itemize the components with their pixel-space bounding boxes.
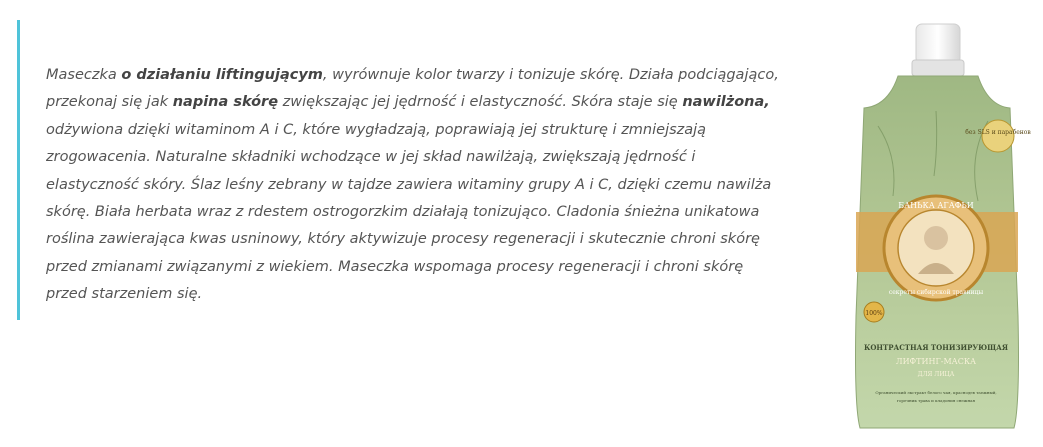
- portrait-head: [924, 226, 948, 250]
- description-bold-firming: napina skórę: [172, 94, 279, 111]
- brand-tagline: секреты сибирской травницы: [888, 289, 984, 296]
- description-bold-lifting: o działaniu liftingującym: [121, 67, 323, 83]
- product-description: [46, 62, 786, 309]
- side-badge-text: без SLS и парабенов: [965, 129, 1031, 136]
- cap-ring: [912, 60, 964, 76]
- description-bold-moisturized: nawilżona,: [682, 94, 770, 111]
- quote-accent-bar: [17, 20, 20, 320]
- product-pouch-illustration: [838, 16, 1034, 442]
- ingredients-line1: Органический экстракт белого чая, краснодев таежный,: [875, 390, 997, 395]
- product-name-line2: ЛИФТИНГ-МАСКА: [895, 357, 977, 366]
- product-image: [838, 16, 1034, 442]
- product-name-line1: КОНТРАСТНАЯ ТОНИЗИРУЮЩАЯ: [863, 343, 1009, 352]
- description-text: , wyrównuje kolor twarzy i tonizuje skórę. Działa podciągająco, przekonaj się jak: [46, 67, 779, 111]
- product-name-line3: ДЛЯ ЛИЦА: [917, 371, 955, 378]
- description-text: Maseczka: [46, 67, 122, 83]
- description-text: zwiększając jej jędrność i elastyczność. Skóra staje się: [278, 94, 683, 111]
- percent-badge-text: 100%: [865, 310, 883, 317]
- side-badge: [982, 120, 1014, 152]
- cap-shape: [916, 24, 960, 64]
- ingredients-line2: горечник трава и кладония снежная: [896, 398, 976, 403]
- description-text: odżywiona dzięki witaminom A i C, które wygładzają, poprawiają jej strukturę i zmniejszają zrogowacenia. Naturalne składniki wchodzące w jej skład nawilżają, zwiększają jędrność i elastyczność skóry. Ślaz leśny zebrany w tajdze zawiera witaminy grupy A i C, dzięki czemu nawilża skórę. Biała herbata wraz z rdestem ostrogorzkim działają tonizująco. Cladonia śnieżna unikatowa roślina zawierająca kwas usninowy, który aktywizuje procesy regeneracji i skutecznie chroni skórę przed zmianami związanymi z wiekiem. Maseczka wspomaga procesy regeneracji i chroni skórę przed starzeniem się.: [46, 121, 772, 303]
- brand-name: БАНЬКА АГАФЬИ: [898, 201, 974, 210]
